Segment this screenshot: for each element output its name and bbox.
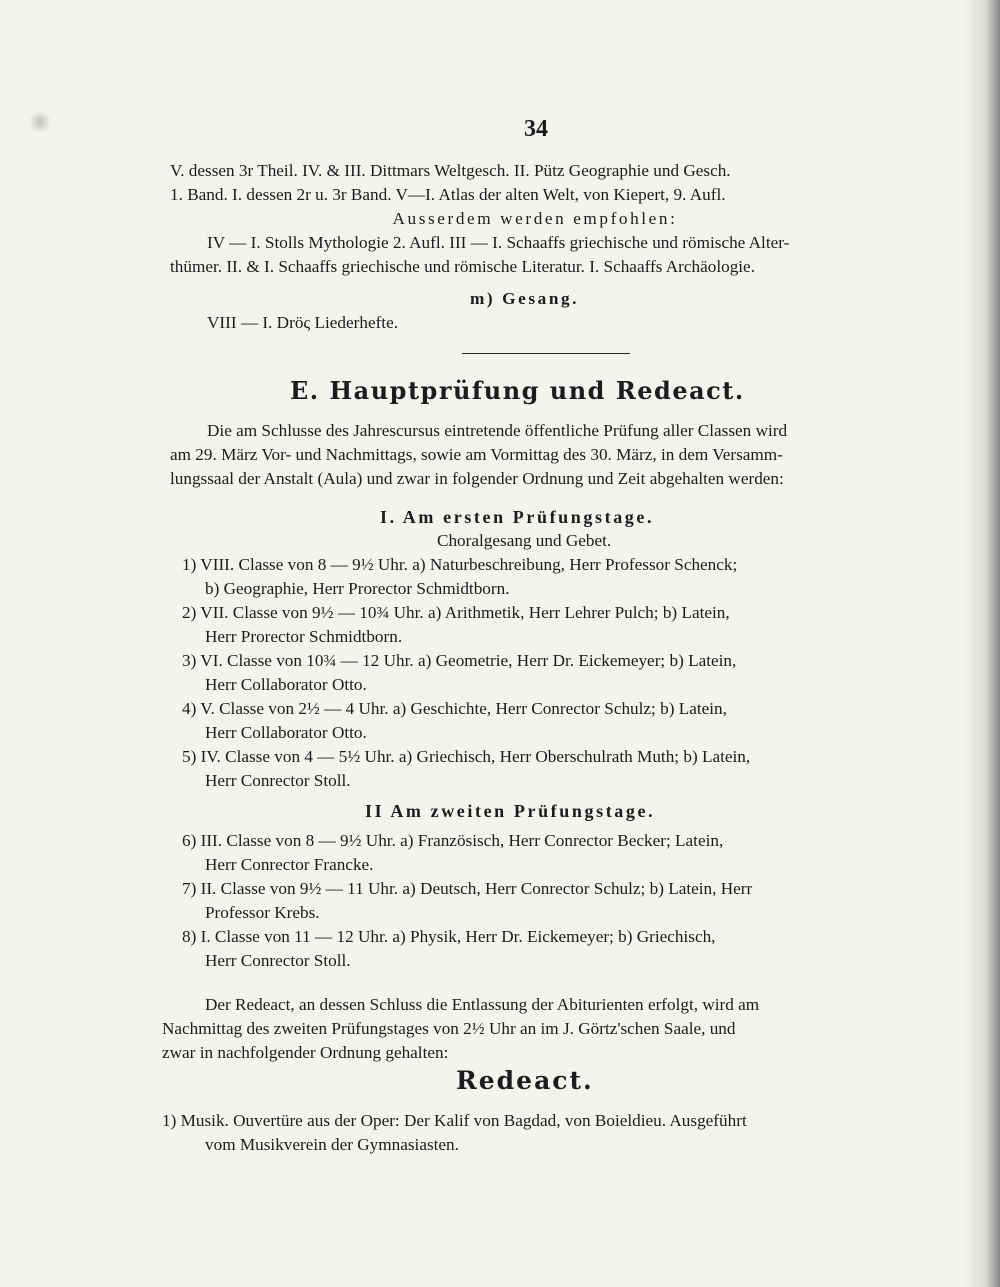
section-e-title: E. Hauptprüfung und Redeact.	[290, 376, 745, 405]
exam-item: 5) IV. Classe von 4 — 5½ Uhr. a) Griechisch, Herr Oberschulrath Muth; b) Latein,	[182, 747, 751, 766]
exam-item: 1) VIII. Classe von 8 — 9½ Uhr. a) Naturbeschreibung, Herr Professor Schenck;	[182, 555, 738, 574]
text-line: zwar in nachfolgender Ordnung gehalten:	[162, 1043, 449, 1062]
exam-item-cont: Herr Conrector Stoll.	[205, 771, 351, 790]
exam-item-cont: Herr Conrector Stoll.	[205, 951, 351, 970]
exam-item: 3) VI. Classe von 10¾ — 12 Uhr. a) Geometrie, Herr Dr. Eickemeyer; b) Latein,	[182, 651, 737, 670]
redeact-heading: Redeact.	[456, 1066, 594, 1095]
exam-item: 2) VII. Classe von 9½ — 10¾ Uhr. a) Arithmetik, Herr Lehrer Pulch; b) Latein,	[182, 603, 730, 622]
heading-gesang: m) Gesang.	[470, 289, 580, 308]
program-item: 1) Musik. Ouvertüre aus der Oper: Der Kalif von Bagdad, von Boieldieu. Ausgeführt	[162, 1111, 747, 1130]
exam-item: 7) II. Classe von 9½ — 11 Uhr. a) Deutsch, Herr Conrector Schulz; b) Latein, Herr	[182, 879, 753, 898]
text-line: thümer. II. & I. Schaaffs griechische und römische Literatur. I. Schaaffs Archäologie.	[170, 257, 755, 276]
exam-item-cont: Herr Prorector Schmidtborn.	[205, 627, 403, 646]
page-number: 34	[524, 116, 548, 142]
subheading-empfohlen: Ausserdem werden empfohlen:	[392, 209, 678, 228]
text-line: Der Redeact, an dessen Schluss die Entlassung der Abiturienten erfolgt, wird am	[205, 995, 760, 1014]
section-divider	[462, 353, 630, 354]
exam-item: 6) III. Classe von 8 — 9½ Uhr. a) Französisch, Herr Conrector Becker; Latein,	[182, 831, 724, 850]
program-item-cont: vom Musikverein der Gymnasiasten.	[205, 1135, 459, 1154]
text-line: am 29. März Vor- und Nachmittags, sowie am Vormittag des 30. März, in dem Versamm-	[170, 445, 783, 464]
day2-heading: II Am zweiten Prüfungstage.	[365, 801, 656, 821]
page-edge-shadow	[964, 0, 1000, 1287]
exam-item-cont: Herr Conrector Francke.	[205, 855, 374, 874]
text-line: VIII — I. Dröς Liederhefte.	[207, 313, 399, 332]
exam-item-cont: Herr Collaborator Otto.	[205, 675, 367, 694]
text-line: lungssaal der Anstalt (Aula) und zwar in folgender Ordnung und Zeit abgehalten werden:	[170, 469, 784, 488]
text-line: Nachmittag des zweiten Prüfungstages von 2½ Uhr an im J. Görtz'schen Saale, und	[162, 1019, 736, 1038]
exam-item-cont: Herr Collaborator Otto.	[205, 723, 367, 742]
exam-item: 8) I. Classe von 11 — 12 Uhr. a) Physik, Herr Dr. Eickemeyer; b) Griechisch,	[182, 927, 716, 946]
text-line: 1. Band. I. dessen 2r u. 3r Band. V—I. Atlas der alten Welt, von Kiepert, 9. Aufl.	[170, 185, 726, 204]
day1-heading: I. Am ersten Prüfungstage.	[380, 507, 655, 527]
exam-item-cont: Professor Krebs.	[205, 903, 320, 922]
choral-line: Choralgesang und Gebet.	[437, 531, 612, 550]
exam-item: 4) V. Classe von 2½ — 4 Uhr. a) Geschichte, Herr Conrector Schulz; b) Latein,	[182, 699, 727, 718]
text-line: V. dessen 3r Theil. IV. & III. Dittmars Weltgesch. II. Pütz Geographie und Gesch.	[170, 161, 731, 180]
text-line: Die am Schlusse des Jahrescursus eintretende öffentliche Prüfung aller Classen wird	[207, 421, 788, 440]
text-line: IV — I. Stolls Mythologie 2. Aufl. III — I. Schaaffs griechische und römische Alter-	[207, 233, 790, 252]
paper-speck	[28, 112, 52, 132]
exam-item-cont: b) Geographie, Herr Prorector Schmidtborn.	[205, 579, 510, 598]
